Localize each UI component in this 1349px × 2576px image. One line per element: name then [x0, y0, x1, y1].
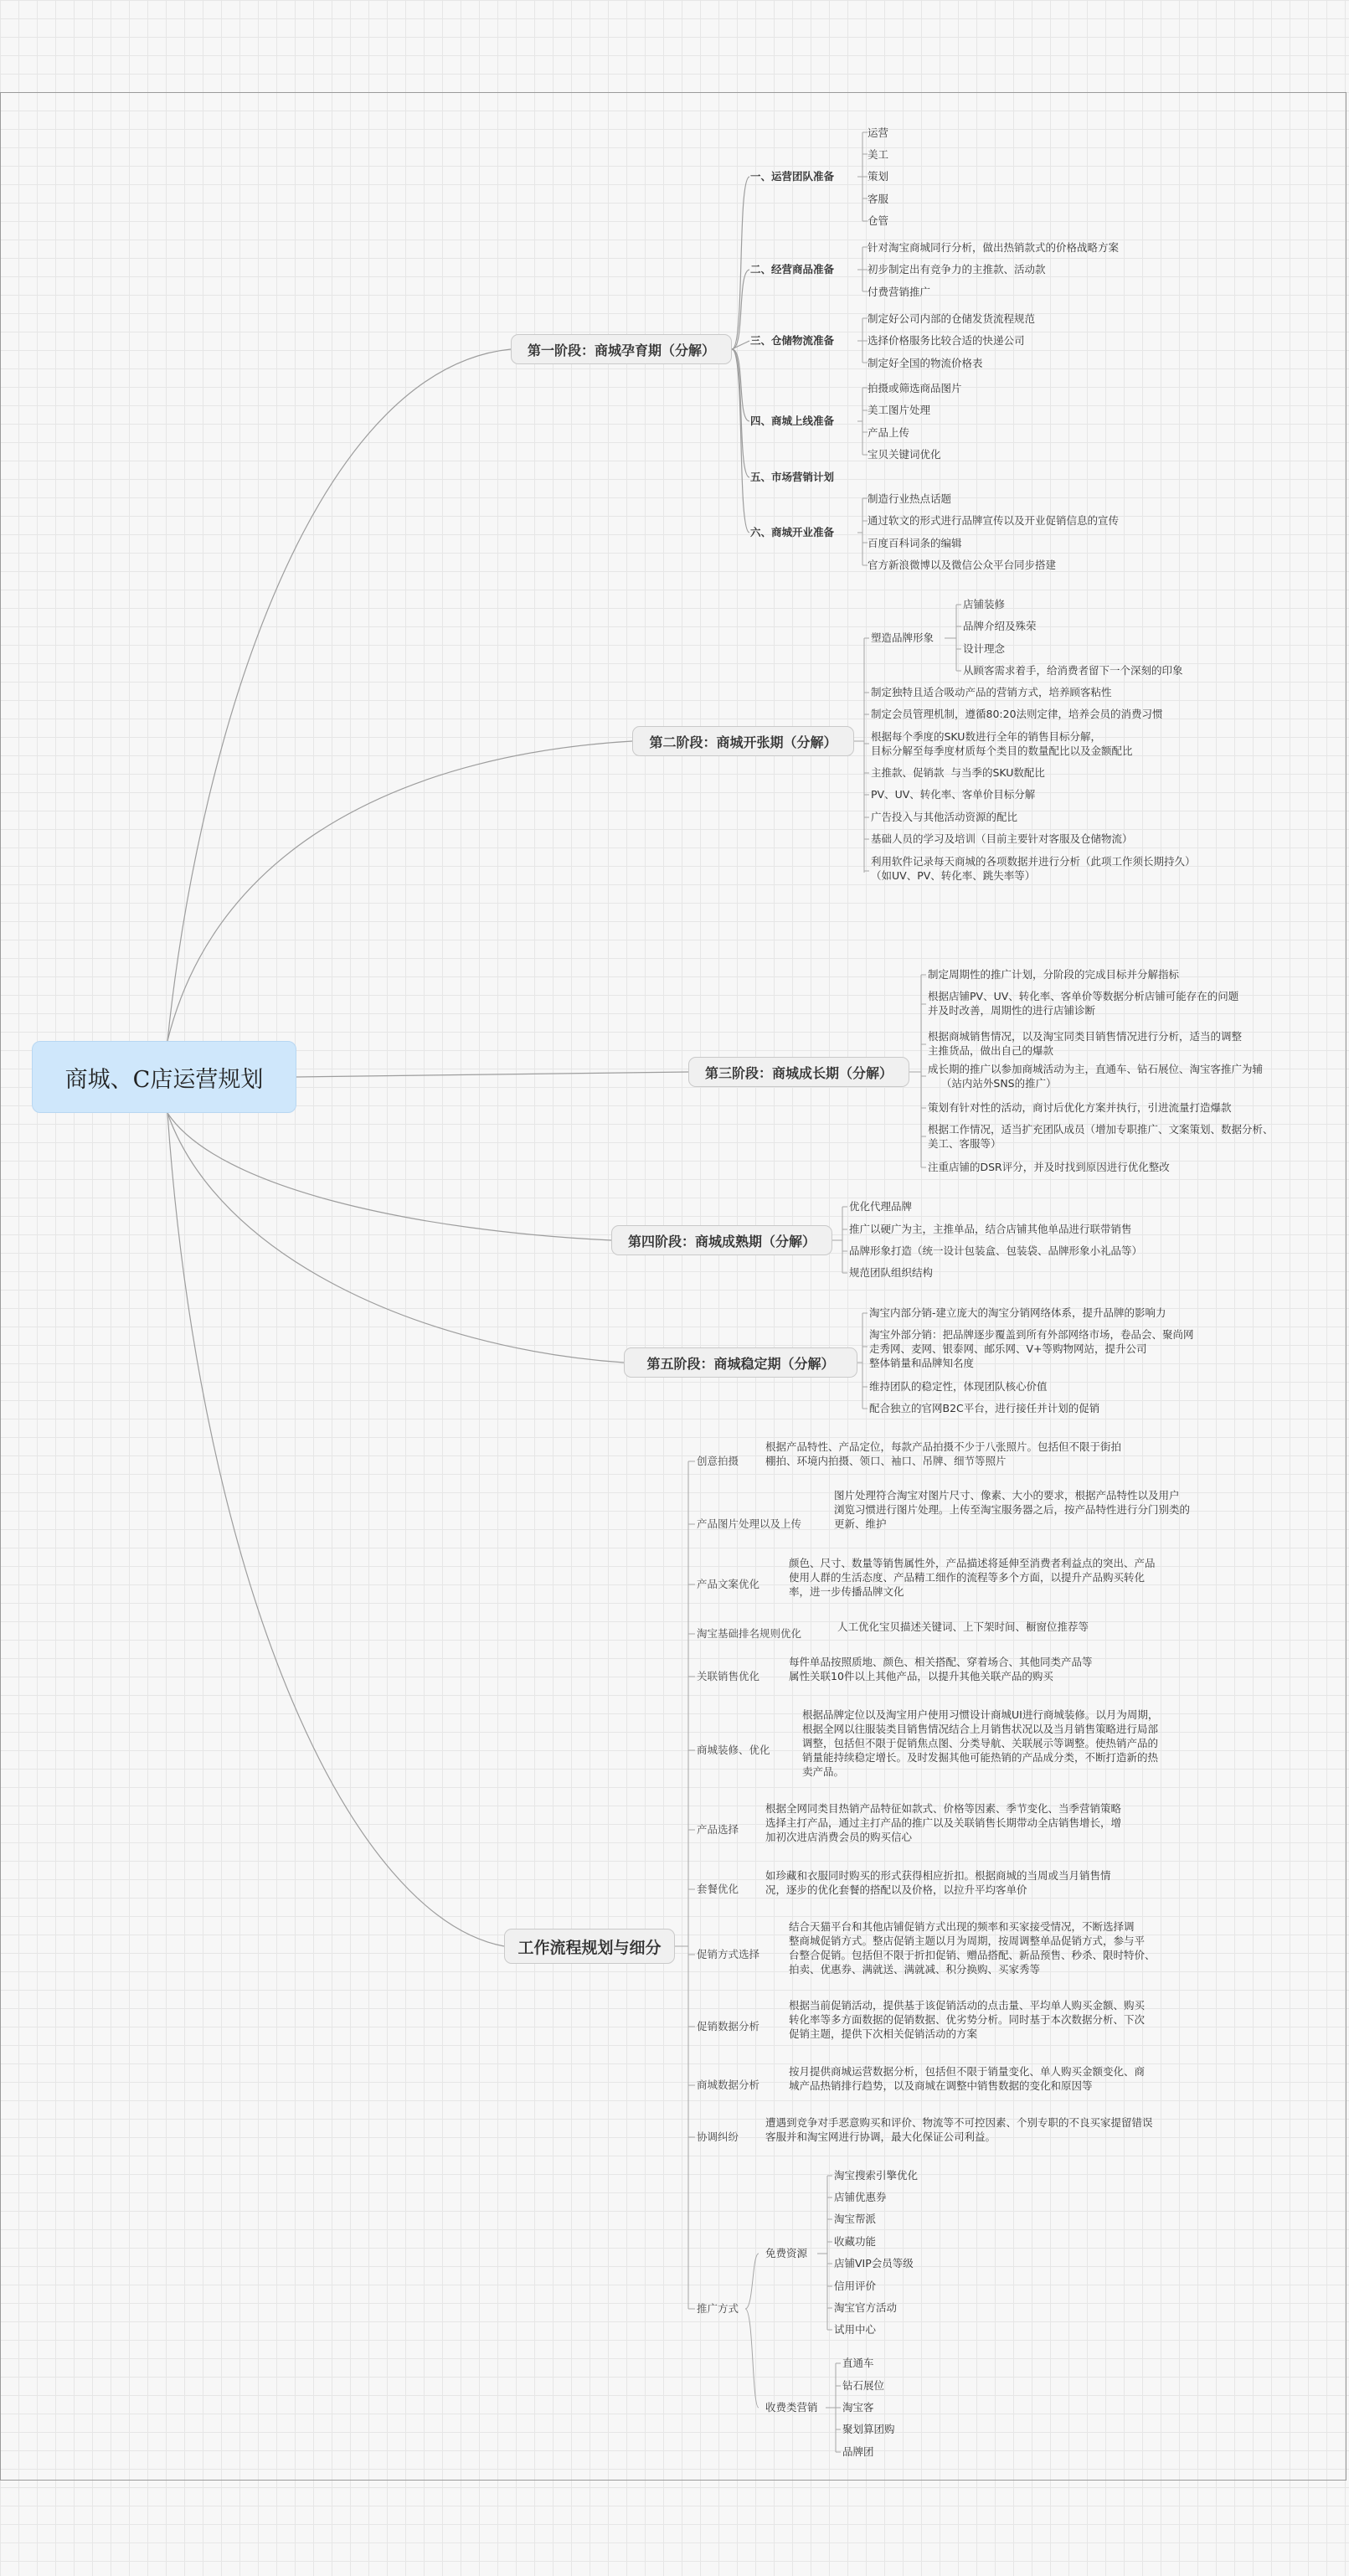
wf-desc: 如珍藏和衣服同时购买的形式获得相应折扣。根据商城的当周或当月销售情 况，逐步的优化套餐的搭配以及价格，以拉升平均客单价 [765, 1869, 1111, 1896]
s5-item: 维持团队的稳定性，体现团队核心价值 [869, 1380, 1048, 1393]
s2-item: 基础人员的学习及培训（目前主要针对客服及仓储物流） [871, 832, 1133, 845]
s1-g3-item: 制定好全国的物流价格表 [868, 357, 983, 369]
s1-g6-item: 百度百科词条的编辑 [868, 537, 962, 549]
wf-label[interactable]: 创意拍摄 [697, 1455, 739, 1467]
wf-desc: 人工优化宝贝描述关键词、上下架时间、橱窗位推荐等 [837, 1620, 1089, 1633]
wf-label[interactable]: 淘宝基础排名规则优化 [697, 1627, 802, 1640]
s2-brand-item: 品牌介绍及殊荣 [963, 620, 1037, 632]
promo-free-item: 店铺VIP会员等级 [834, 2257, 914, 2269]
wf-label[interactable]: 套餐优化 [697, 1883, 739, 1895]
wf-desc: 颜色、尺寸、数量等销售属性外，产品描述将延伸至消费者利益点的突出、产品 使用人群的生活态度、产品精工细作的流程等多个方面，以提升产品购买转化 率，进一步传播品牌文化 [789, 1557, 1156, 1598]
s4-item: 推广以硬广为主，主推单品，结合店铺其他单品进行联带销售 [849, 1223, 1132, 1235]
wf-desc: 每件单品按照质地、颜色、相关搭配、穿着场合、其他同类产品等 属性关联10件以上其他产品，以提升其他关联产品的购买 [789, 1656, 1093, 1682]
s1-group-5[interactable]: 五、市场营销计划 [750, 471, 835, 483]
promo-free-item: 淘宝帮派 [834, 2213, 877, 2225]
wf-desc: 遭遇到竞争对手恶意购买和评价、物流等不可控因素、个别专职的不良买家提留错误 客服并和淘宝网进行协调，最大化保证公司利益。 [765, 2116, 1153, 2143]
wf-label[interactable]: 产品选择 [697, 1823, 739, 1836]
s4-item: 品牌形象打造（统一设计包装盒、包装袋、品牌形象小礼品等） [849, 1244, 1143, 1257]
stage-3-node[interactable]: 第三阶段：商城成长期（分解） [688, 1057, 909, 1087]
s5-item: 淘宝外部分销：把品牌逐步覆盖到所有外部网络市场，卷品会、聚尚网 走秀网、麦网、银泰网、邮乐网、V+等购物网站，提升公司 整体销量和品牌知名度 [869, 1328, 1194, 1369]
wf-desc: 根据产品特性、产品定位，每款产品拍摄不少于八张照片。包括但不限于街拍 棚拍、环境内拍摄、领口、袖口、吊牌、细节等照片 [765, 1440, 1122, 1467]
promo-free-item: 信用评价 [834, 2280, 877, 2292]
root-node[interactable]: 商城、C店运营规划 [32, 1041, 296, 1113]
s1-group-1[interactable]: 一、运营团队准备 [750, 170, 835, 183]
s1-g6-item: 通过软文的形式进行品牌宣传以及开业促销信息的宣传 [868, 514, 1120, 527]
s2-item: 广告投入与其他活动资源的配比 [871, 811, 1018, 823]
s1-g1-item: 仓管 [868, 214, 889, 227]
s1-group-3[interactable]: 三、仓储物流准备 [750, 334, 835, 347]
s2-brand-item: 店铺装修 [963, 598, 1006, 611]
s2-item: 主推款、促销款 与当季的SKU数配比 [871, 766, 1045, 779]
stage-4-node[interactable]: 第四阶段：商城成熟期（分解） [611, 1225, 832, 1255]
promo-paid-item: 聚划算团购 [842, 2423, 895, 2435]
s4-item: 优化代理品牌 [849, 1200, 913, 1213]
s1-group-4[interactable]: 四、商城上线准备 [750, 415, 835, 427]
s2-item: 制定独特且适合吸动产品的营销方式，培养顾客粘性 [871, 686, 1112, 698]
promo-free-item: 淘宝官方活动 [834, 2301, 898, 2314]
wf-desc: 图片处理符合淘宝对图片尺寸、像素、大小的要求，根据产品特性以及用户 浏览习惯进行图片处理。上传至淘宝服务器之后，按产品特性进行分门别类的 更新、维护 [834, 1489, 1191, 1530]
promo-paid-label[interactable]: 收费类营销 [765, 2401, 818, 2414]
wf-label[interactable]: 促销数据分析 [697, 2020, 760, 2032]
wf-label[interactable]: 协调纠纷 [697, 2130, 739, 2143]
wf-label[interactable]: 商城数据分析 [697, 2079, 760, 2091]
s1-g6-item: 官方新浪微博以及微信公众平台同步搭建 [868, 559, 1057, 571]
s2-brand-label[interactable]: 塑造品牌形象 [871, 631, 935, 644]
s5-item: 淘宝内部分销-建立庞大的淘宝分销网络体系，提升品牌的影响力 [869, 1306, 1166, 1319]
s1-group-2[interactable]: 二、经营商品准备 [750, 263, 835, 276]
promo-free-item: 收藏功能 [834, 2235, 877, 2248]
promo-label[interactable]: 推广方式 [697, 2302, 739, 2315]
wf-label[interactable]: 商城装修、优化 [697, 1744, 770, 1756]
s2-brand-item: 从顾客需求着手，给消费者留下一个深刻的印象 [963, 664, 1183, 677]
s1-g2-item: 针对淘宝商城同行分析，做出热销款式的价格战略方案 [868, 241, 1120, 254]
stage-1-node[interactable]: 第一阶段：商城孕育期（分解） [511, 334, 732, 364]
stage-2-node[interactable]: 第二阶段：商城开张期（分解） [632, 726, 854, 756]
s1-g4-item: 产品上传 [868, 426, 910, 439]
s5-item: 配合独立的官网B2C平台，进行接任并计划的促销 [869, 1402, 1100, 1414]
promo-paid-item: 淘宝客 [842, 2401, 874, 2414]
wf-label[interactable]: 产品图片处理以及上传 [697, 1517, 802, 1530]
s3-item: 成长期的推广以参加商城活动为主，直通车、钻石展位、淘宝客推广为辅 （站内站外SNS的推广） [928, 1063, 1264, 1090]
s1-g6-item: 制造行业热点话题 [868, 492, 952, 505]
s1-g4-item: 拍摄或筛选商品图片 [868, 382, 962, 394]
s1-group-6[interactable]: 六、商城开业准备 [750, 526, 835, 538]
s1-g3-item: 制定好公司内部的仓储发货流程规范 [868, 312, 1036, 325]
promo-free-item: 试用中心 [834, 2323, 877, 2336]
s1-g1-item: 客服 [868, 193, 889, 205]
s3-item: 注重店铺的DSR评分，并及时找到原因进行优化整改 [928, 1161, 1170, 1173]
s3-item: 制定周期性的推广计划，分阶段的完成目标并分解指标 [928, 968, 1180, 981]
s1-g1-item: 运营 [868, 126, 889, 139]
wf-desc: 结合天猫平台和其他店铺促销方式出现的频率和买家接受情况，不断选择调 整商城促销方式。整店促销主题以月为周期，按周调整单品促销方式，参与平 台整合促销。包括但不限于折扣促销、赠品搭配、新品预售、秒杀、限时特价、 拍卖、优惠券、满就送、满就减、积分换购、买家秀等 [789, 1920, 1156, 1976]
s2-item: PV、UV、转化率、客单价目标分解 [871, 788, 1036, 801]
promo-paid-item: 钻石展位 [842, 2379, 885, 2392]
s2-item: 制定会员管理机制，遵循80:20法则定律，培养会员的消费习惯 [871, 708, 1163, 720]
s3-item: 根据商城销售情况，以及淘宝同类目销售情况进行分析，适当的调整 主推货品，做出自己的爆款 [928, 1030, 1243, 1057]
s2-item: 根据每个季度的SKU数进行全年的销售目标分解， 目标分解至每季度材质每个类目的数量配比以及金额配比 [871, 730, 1133, 757]
wf-desc: 根据当前促销活动，提供基于该促销活动的点击量、平均单人购买金额、购买 转化率等多方面数据的促销数据、优劣势分析。同时基于本次数据分析、下次 促销主题，提供下次相关促销活动的方案 [789, 1999, 1146, 2040]
s1-g1-item: 策划 [868, 170, 889, 183]
wf-label[interactable]: 产品文案优化 [697, 1578, 760, 1590]
s1-g1-item: 美工 [868, 148, 889, 161]
stage-5-node[interactable]: 第五阶段：商城稳定期（分解） [624, 1347, 857, 1378]
wf-desc: 根据全网同类目热销产品特征如款式、价格等因素、季节变化、当季营销策略 选择主打产品，通过主打产品的推广以及关联销售长期带动全店销售增长，增 加初次进店消费会员的购买信心 [765, 1802, 1122, 1843]
s1-g2-item: 初步制定出有竞争力的主推款、活动款 [868, 263, 1046, 276]
s1-g4-item: 美工图片处理 [868, 404, 931, 416]
promo-free-item: 淘宝搜索引擎优化 [834, 2169, 919, 2182]
wf-label[interactable]: 促销方式选择 [697, 1948, 760, 1960]
s1-g2-item: 付费营销推广 [868, 286, 931, 298]
promo-free-item: 店铺优惠券 [834, 2191, 887, 2203]
promo-paid-item: 直通车 [842, 2357, 874, 2369]
s2-item: 利用软件记录每天商城的各项数据并进行分析（此项工作须长期持久） （如UV、PV、转化率、跳失率等） [871, 855, 1196, 882]
s2-brand-item: 设计理念 [963, 642, 1006, 655]
s3-item: 根据工作情况，适当扩充团队成员（增加专职推广、文案策划、数据分析、 美工、客服等） [928, 1123, 1274, 1150]
s3-item: 根据店铺PV、UV、转化率、客单价等数据分析店铺可能存在的问题 并及时改善，周期性的进行店铺诊断 [928, 990, 1239, 1017]
wf-desc: 根据品牌定位以及淘宝用户使用习惯设计商城UI进行商城装修。以月为周期， 根据全网以往服装类目销售情况结合上月销售状况以及当月销售策略进行局部 调整，包括但不限于促销焦点图、分类导航、关联展示等调整。使热销产品的 销量能持续稳定增长。及时发掘其他可能热销的产品成分类，不断打造新的热 卖产品。 [802, 1708, 1159, 1778]
s1-g4-item: 宝贝关键词优化 [868, 448, 941, 461]
wf-desc: 按月提供商城运营数据分析，包括但不限于销量变化、单人购买金额变化、商 城产品热销排行趋势，以及商城在调整中销售数据的变化和原因等 [789, 2065, 1146, 2092]
promo-paid-item: 品牌团 [842, 2445, 874, 2458]
s4-item: 规范团队组织结构 [849, 1266, 934, 1279]
wf-label[interactable]: 关联销售优化 [697, 1670, 760, 1682]
workflow-node[interactable]: 工作流程规划与细分 [504, 1929, 675, 1964]
s3-item: 策划有针对性的活动，商讨后优化方案并执行，引进流量打造爆款 [928, 1101, 1232, 1114]
promo-free-label[interactable]: 免费资源 [765, 2247, 808, 2259]
s1-g3-item: 选择价格服务比较合适的快递公司 [868, 334, 1025, 347]
